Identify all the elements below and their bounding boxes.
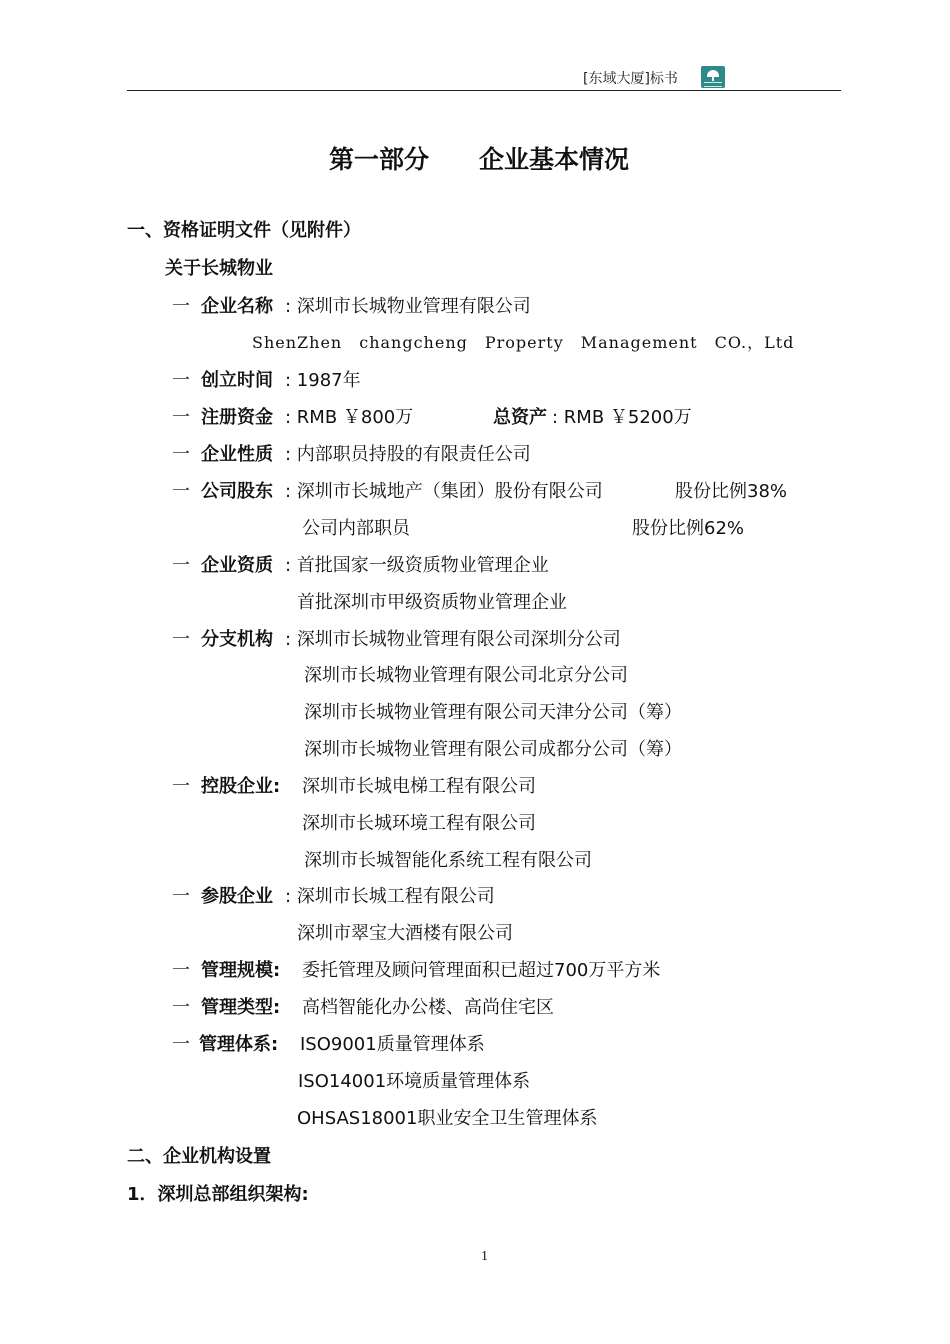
founded-label: 创立时间 [201,370,273,391]
holding-1: 深圳市长城电梯工程有限公司 [302,776,536,797]
bullet-dash: 一 [172,960,190,981]
header-title: [东域大厦]标书 [583,71,678,87]
bullet-dash: 一 [172,776,190,797]
type-value: 高档智能化办公楼、高尚住宅区 [302,997,554,1018]
bullet-dash: 一 [172,370,190,391]
section-heading-2: 二、企业机构设置 [127,1146,271,1167]
equity-2: 深圳市翠宝大酒楼有限公司 [297,923,513,944]
assets-value: : RMB ￥5200万 [552,407,692,428]
system-2: ISO14001环境质量管理体系 [298,1071,531,1092]
company-name-label: 企业名称 [201,296,273,317]
page-title: 第一部分 企业基本情况 [329,145,630,174]
shareholder-1: : 深圳市长城地产（集团）股份有限公司 [285,481,603,502]
holding-3: 深圳市长城智能化系统工程有限公司 [304,850,592,871]
assets-label: 总资产 [493,407,547,428]
bullet-dash: 一 [172,886,190,907]
company-logo [701,66,725,88]
header-divider [127,90,841,91]
branches-label: 分支机构 [201,629,273,650]
branch-1: : 深圳市长城物业管理有限公司深圳分公司 [285,629,621,650]
shareholder-1-ratio: 股份比例38% [675,481,788,502]
equity-1: : 深圳市长城工程有限公司 [285,886,495,907]
bullet-dash: 一 [172,997,190,1018]
holding-2: 深圳市长城环境工程有限公司 [302,813,536,834]
page-number: 1 [481,1249,488,1264]
scale-value: 委托管理及顾问管理面积已超过700万平方米 [302,960,661,981]
shareholders-label: 公司股东 [201,481,273,502]
bullet-dash: 一 [172,407,190,428]
type-label: 管理类型: [201,997,281,1018]
branch-3: 深圳市长城物业管理有限公司天津分公司（筹） [304,702,682,723]
bullet-dash: 一 [172,444,190,465]
branch-4: 深圳市长城物业管理有限公司成都分公司（筹） [304,739,682,760]
capital-value: : RMB ￥800万 [285,407,414,428]
bullet-dash: 一 [172,296,190,317]
section-heading-1: 一、资格证明文件（见附件） [127,220,361,241]
system-1: ISO9001质量管理体系 [300,1034,485,1055]
capital-label: 注册资金 [201,407,273,428]
scale-label: 管理规模: [201,960,281,981]
company-name-english: ShenZhen changcheng Property Management CO.，Ltd [252,333,795,352]
founded-value: : 1987年 [285,370,361,391]
system-label: 管理体系: [199,1034,279,1055]
shareholder-2-ratio: 股份比例62% [632,518,745,539]
nature-label: 企业性质 [201,444,273,465]
bullet-dash: 一 [172,1034,190,1055]
qualification-1: : 首批国家一级资质物业管理企业 [285,555,549,576]
subsection-heading: 1．深圳总部组织架构: [127,1184,309,1205]
company-name-value: : 深圳市长城物业管理有限公司 [285,296,531,317]
qualification-label: 企业资质 [201,555,273,576]
qualification-2: 首批深圳市甲级资质物业管理企业 [297,592,567,613]
nature-value: : 内部职员持股的有限责任公司 [285,444,531,465]
bullet-dash: 一 [172,629,190,650]
branch-2: 深圳市长城物业管理有限公司北京分公司 [304,665,628,686]
equity-label: 参股企业 [201,886,273,907]
bullet-dash: 一 [172,481,190,502]
subheading-about: 关于长城物业 [165,258,273,279]
system-3: OHSAS18001职业安全卫生管理体系 [297,1108,598,1129]
bullet-dash: 一 [172,555,190,576]
holding-label: 控股企业: [201,776,281,797]
shareholder-2: 公司内部职员 [302,518,410,539]
